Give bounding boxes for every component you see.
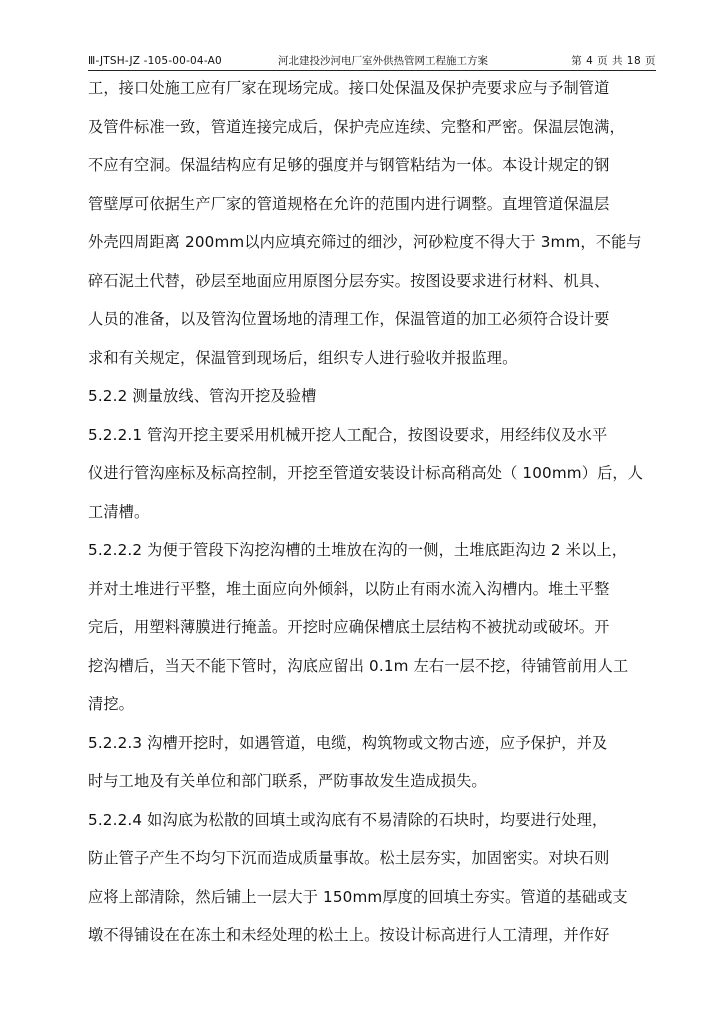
text-line: 仪进行管沟座标及标高控制，开挖至管道安装设计标高稍高处（ 100mm）后，人 (88, 464, 644, 482)
text-line: 清挖。 (88, 695, 135, 713)
document-title: 河北建投沙河电厂室外供热管网工程施工方案 (278, 55, 488, 67)
text-line: 挖沟槽后，当天不能下管时，沟底应留出 0.1m 左右一层不挖，待铺管前用人工 (88, 656, 629, 675)
text-line: 及管件标准一致，管道连接完成后，保护壳应连续、完整和严密。保温层饱满， (88, 117, 625, 136)
text-line: 5.2.2.2 为便于管段下沟挖沟槽的土堆放在沟的一侧，土堆底距沟边 2 米以上， (88, 541, 628, 559)
text-line: 应将上部清除，然后铺上一层大于 150mm厚度的回填土夯实。管道的基础或支 (88, 887, 628, 906)
text-line: 管壁厚可依据生产厂家的管道规格在允许的范围内进行调整。直埋管道保温层 (88, 194, 610, 213)
text-line: 工清槽。 (88, 502, 150, 521)
text-line: 墩不得铺设在在冻土和未经处理的松土上。按设计标高进行人工清理，并作好 (88, 926, 610, 944)
text-line: 5.2.2.1 管沟开挖主要采用机械开挖人工配合，按图设要求，用经纬仪及水平 (88, 425, 608, 444)
section-heading: 5.2.2 测量放线、管沟开挖及验槽 (88, 387, 317, 405)
body-text (88, 75, 678, 961)
header-divider (88, 70, 656, 71)
text-line: 并对土堆进行平整，堆土面应向外倾斜，以防止有雨水流入沟槽内。堆土平整 (88, 579, 610, 598)
text-line: 碎石泥土代替，砂层至地面应用原图分层夯实。按图设要求进行材料、机具、 (88, 271, 610, 290)
text-line: 防止管子产生不均匀下沉而造成质量事故。松土层夯实，加固密实。对块石则 (88, 849, 610, 867)
text-line: 人员的准备，以及管沟位置场地的清理工作，保温管道的加工必须符合设计要 (88, 310, 610, 328)
text-line: 5.2.2.4 如沟底为松散的回填土或沟底有不易清除的石块时，均要进行处理， (88, 810, 608, 829)
page-number: 第 4 页 共 18 页 (571, 55, 656, 67)
text-line: 5.2.2.3 沟槽开挖时，如遇管道，电缆，构筑物或文物古迹，应予保护，并及 (88, 733, 608, 752)
page-header (88, 53, 656, 69)
text-line: 工，接口处施工应有厂家在现场完成。接口处保温及保护壳要求应与予制管道 (88, 79, 610, 97)
text-line: 求和有关规定，保温管到现场后，组织专人进行验收并报监理。 (88, 348, 518, 367)
text-line: 完后，用塑料薄膜进行掩盖。开挖时应确保槽底土层结构不被扰动或破坏。开 (88, 618, 610, 636)
text-line: 外壳四周距离 200mm以内应填充筛过的细沙，河砂粒度不得大于 3mm，不能与 (88, 233, 642, 251)
text-line: 时与工地及有关单位和部门联系，严防事故发生造成损失。 (88, 772, 487, 790)
text-line: 不应有空洞。保温结构应有足够的强度并与钢管粘结为一体。本设计规定的钢 (88, 156, 610, 174)
document-code: Ⅲ-JTSH-JZ -105-00-04-A0 (88, 55, 222, 67)
